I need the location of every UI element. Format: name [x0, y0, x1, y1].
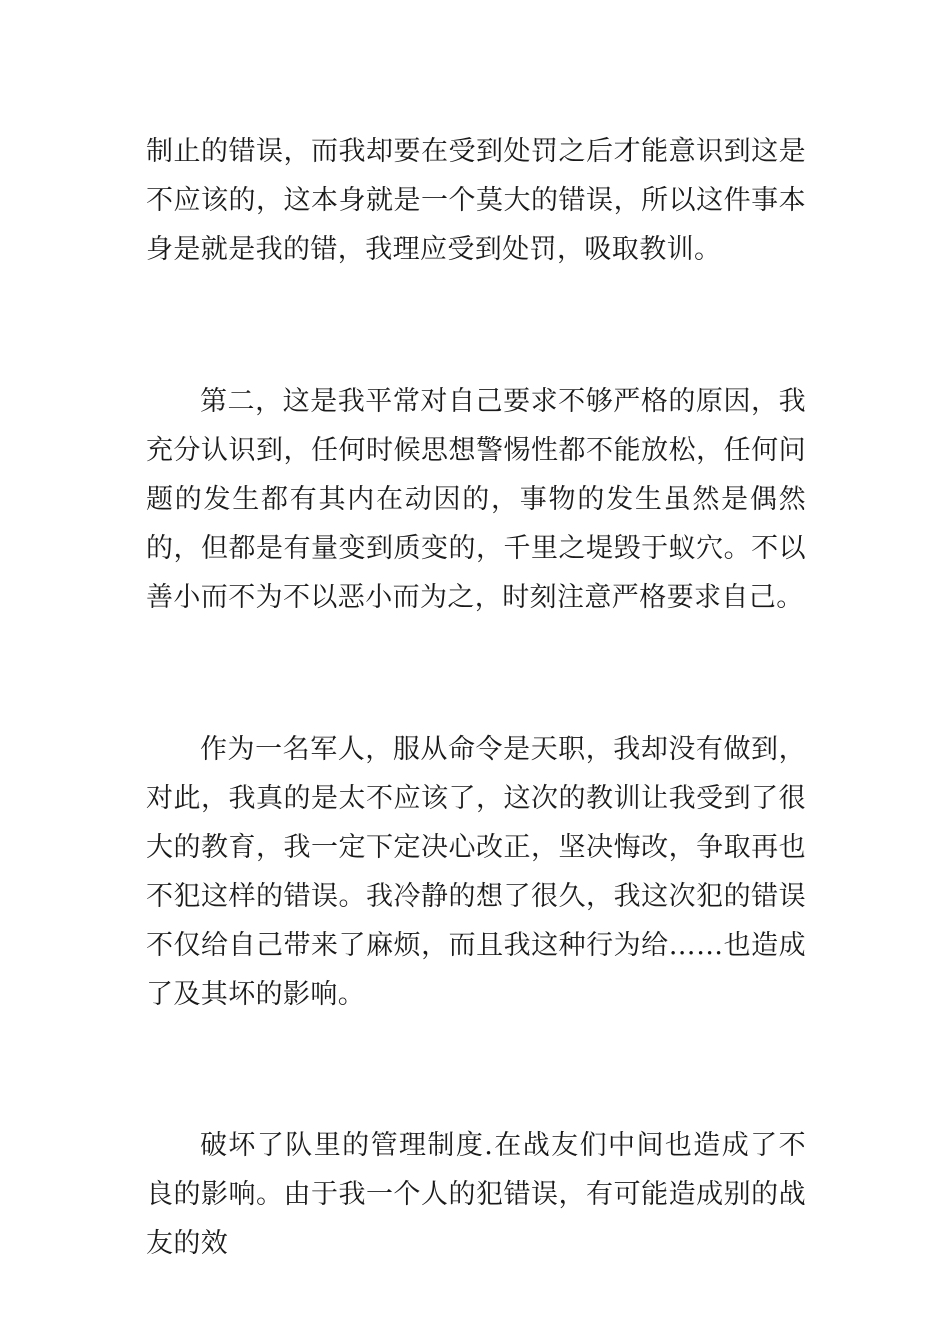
- paragraph-team-impact: 破坏了队里的管理制度.在战友们中间也造成了不良的影响。由于我一个人的犯错误，有可能造成别的战友的效: [146, 1130, 806, 1259]
- paragraph-continuation: 制止的错误，而我却要在受到处罚之后才能意识到这是不应该的，这本身就是一个莫大的错误，所以这件事本身是就是我的错，我理应受到处罚，吸取教训。: [146, 136, 806, 265]
- paragraph-second-point: 第二，这是我平常对自己要求不够严格的原因，我充分认识到，任何时候思想警惕性都不能放松，任何问题的发生都有其内在动因的，事物的发生虽然是偶然的，但都是有量变到质变的，千里之堤毁于蚁穴。不以善小而不为不以恶小而为之，时刻注意严格要求自己。: [146, 386, 806, 613]
- paragraph-soldier-duty: 作为一名军人，服从命令是天职，我却没有做到，对此，我真的是太不应该了，这次的教训让我受到了很大的教育，我一定下定决心改正，坚决悔改，争取再也不犯这样的错误。我冷静的想了很久，我这次犯的错误不仅给自己带来了麻烦，而且我这种行为给……也造成了及其坏的影响。: [146, 734, 806, 1010]
